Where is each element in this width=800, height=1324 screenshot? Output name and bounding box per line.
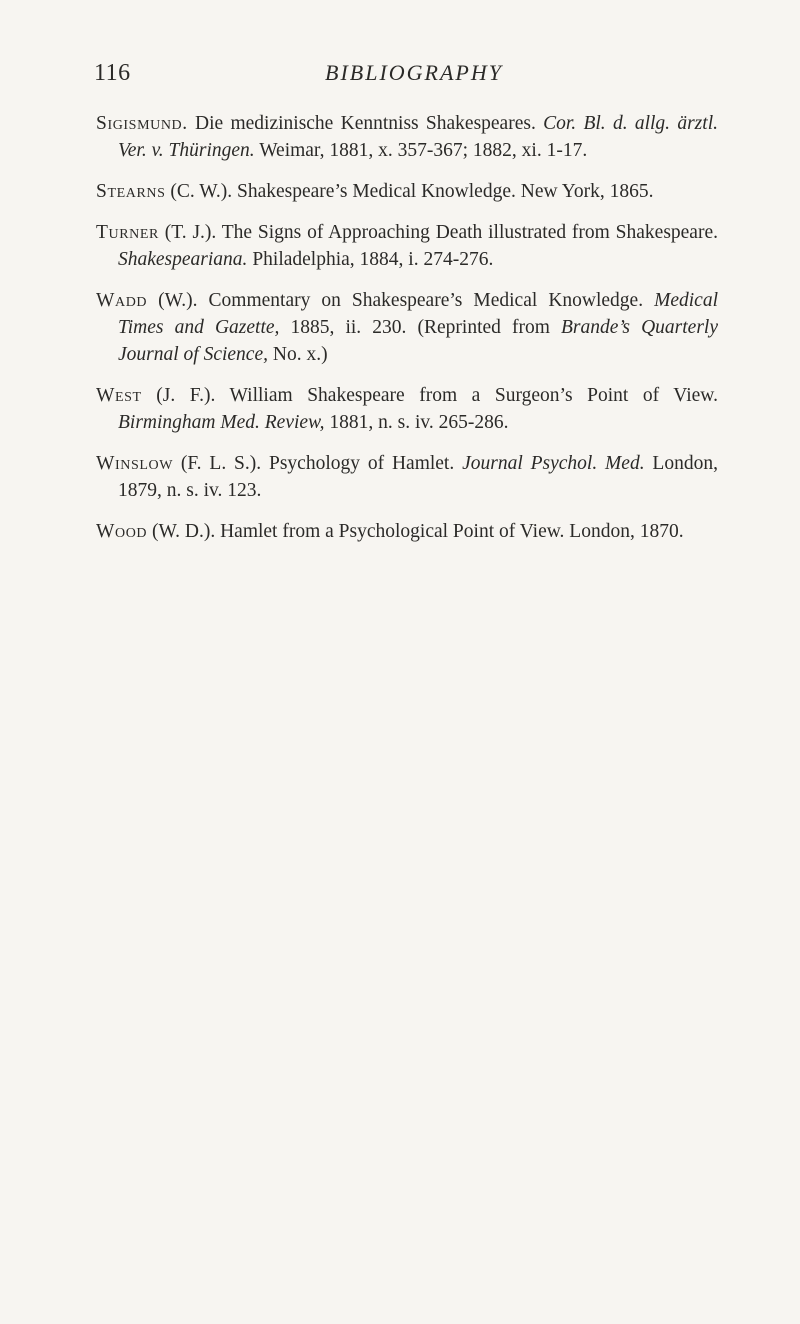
entry-journal: Cor. Bl. d. allg. ärztl. Ver. v. Thüringen. [118,113,718,161]
bibliography-entry [96,110,718,164]
bibliography-entry [96,518,718,545]
entry-text: 1885, ii. 230. (Reprinted from [279,317,561,338]
entry-text: (W.). Commentary on Shakespeare’s Medical Knowledge. [147,290,655,311]
entry-author: Wadd [96,290,148,311]
entry-author: Wood [96,521,148,542]
entry-journal: Medical Times and Gazette, [118,290,718,338]
entry-text: (J. F.). William Shakespeare from a Surgeon’s Point of View. [141,385,718,406]
entry-text: (T. J.). The Signs of Approaching Death illustrated from Shakespeare. [158,222,718,243]
entry-journal: Brande’s Quarterly Journal of Science, [118,317,718,365]
bibliography-entry [96,382,718,436]
entry-text: No. x.) [268,344,328,365]
entry-author: Turner [96,222,159,243]
entry-journal: Birmingham Med. Review, [118,412,325,433]
entry-text: (C. W.). Shakespeare’s Medical Knowledge. New York, 1865. [165,181,654,202]
entry-author: Winslow [96,453,174,474]
page-number: 116 [94,60,131,86]
running-head: BIBLIOGRAPHY [325,60,503,85]
entry-text: 1881, n. s. iv. 265-286. [324,412,509,433]
entry-journal: Journal Psychol. Med. [462,453,645,474]
entry-text: Weimar, 1881, x. 357-367; 1882, xi. 1-17. [254,140,588,161]
bibliography-entry [96,450,718,504]
bibliography-entry [96,287,718,368]
entry-text: Die medizinische Kenntniss Shakespeares. [187,113,544,134]
entry-text: Philadelphia, 1884, i. 274-276. [247,249,494,270]
bibliography-entry [96,178,718,205]
page-header [94,60,714,96]
entry-text: London, 1879, n. s. iv. 123. [118,453,718,501]
entry-author: Sigismund. [96,113,188,134]
entry-author: West [96,385,142,406]
entry-text: (W. D.). Hamlet from a Psychological Point of View. London, 1870. [147,521,684,542]
entry-author: Stearns [96,181,166,202]
bibliography-list [96,110,718,559]
entry-text: (F. L. S.). Psychology of Hamlet. [173,453,463,474]
entry-journal: Shakespeariana. [118,249,248,270]
bibliography-entry [96,219,718,273]
